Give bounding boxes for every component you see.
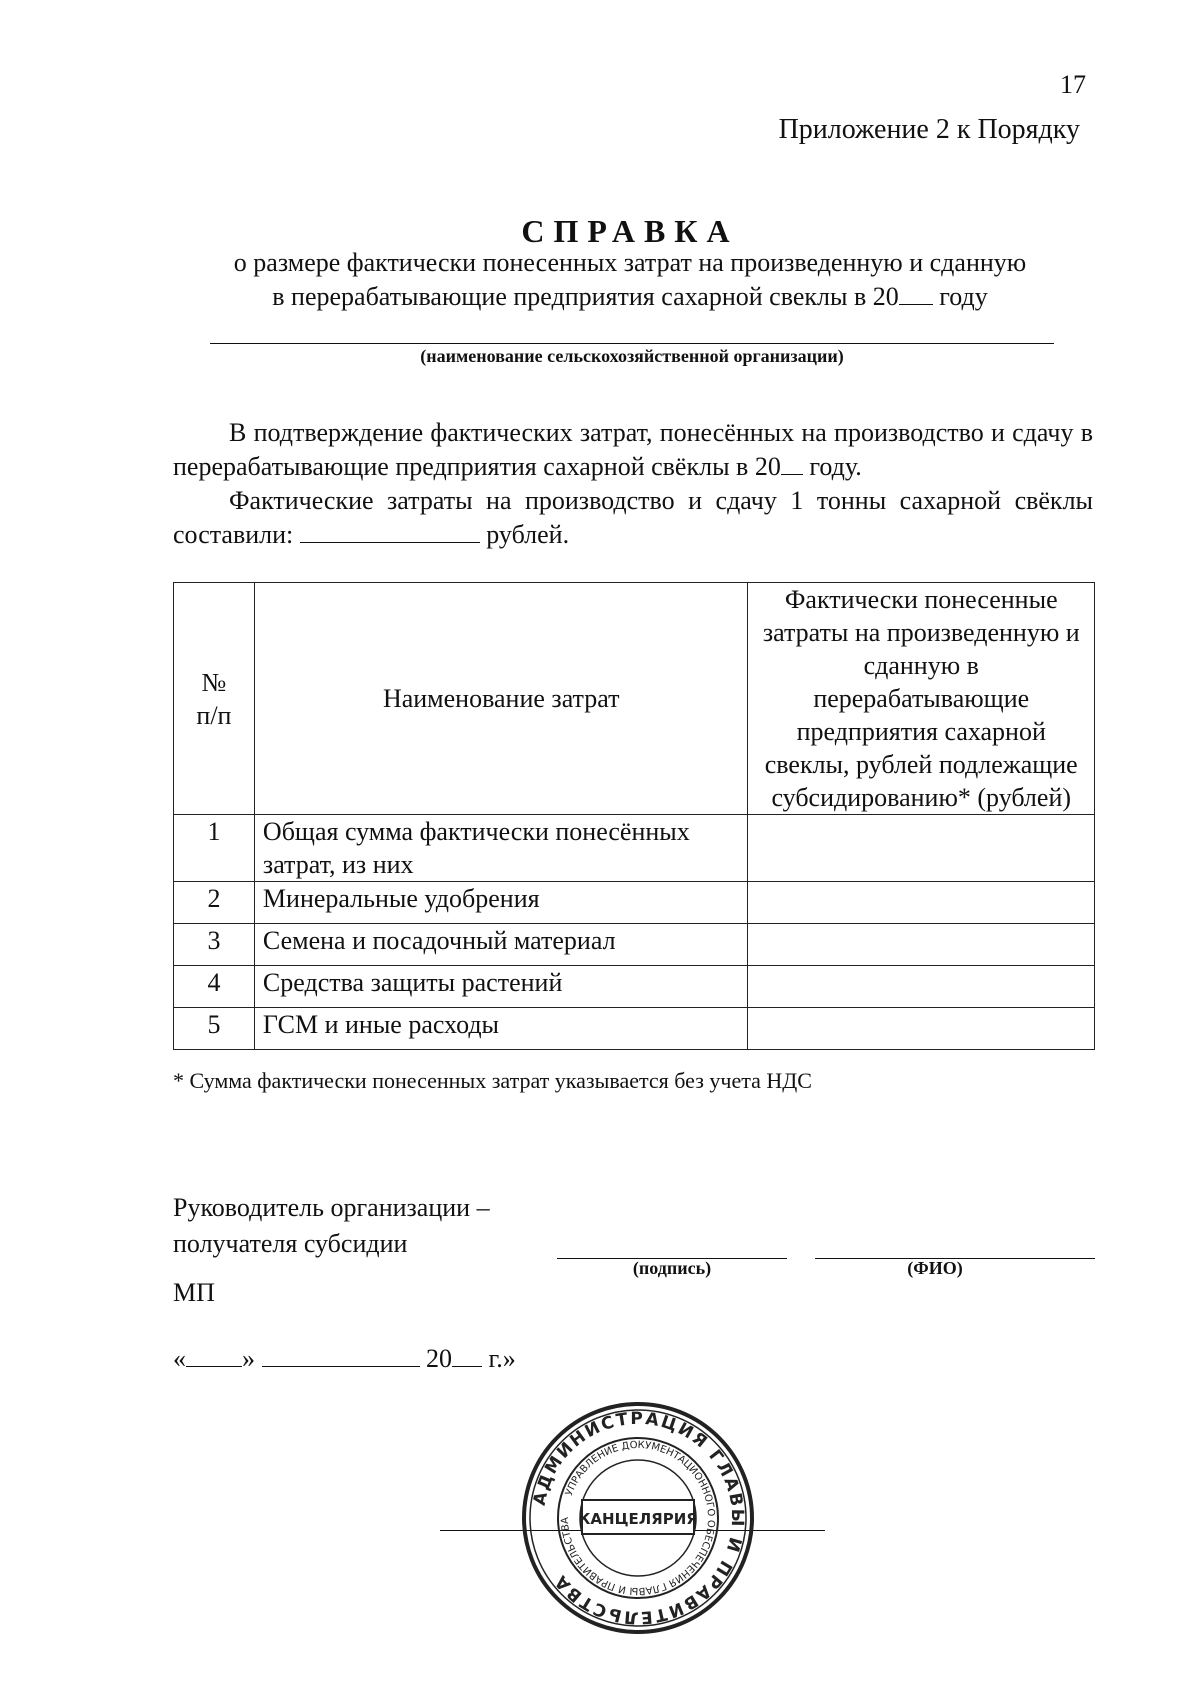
official-stamp [520,1400,756,1641]
row-name: Средства защиты растений [254,966,748,1008]
row-name: Семена и посадочный материал [254,924,748,966]
document-subtitle [170,246,1090,314]
page-number: 17 [1060,70,1086,99]
paragraph1-line1: В подтверждение фактических затрат, понесённых на производство и [229,418,1005,447]
date-open-quote: « [173,1344,186,1373]
row-sum-cell[interactable] [748,882,1095,924]
row-name: Общая сумма фактически понесённых затрат, из них [254,815,748,882]
year-suffix: г.» [488,1344,516,1373]
table-row [174,924,1095,966]
confirmation-paragraph [173,416,1093,484]
paragraph2-line2-end: рублей. [486,520,570,549]
row-num: 4 [174,966,255,1008]
subtitle-line-2 [170,280,1090,314]
subtitle-line-1: о размере фактически понесенных затрат на произведенную и сданную [233,248,1027,277]
subtitle-line-2-end: году [939,282,988,311]
document-title: СПРАВКА [521,213,739,249]
paragraph2-line2-start: свёклы составили: [173,486,1094,549]
date-line [173,1344,516,1374]
cost-per-ton-paragraph [173,484,1093,552]
date-year-blank[interactable] [452,1346,482,1367]
day-blank[interactable] [186,1346,242,1367]
row-num: 1 [174,815,255,882]
footnote: * Сумма фактически понесенных затрат указывается без учета НДС [173,1068,812,1093]
row-sum-cell[interactable] [748,966,1095,1008]
paragraph1-line2-end: году. [809,452,862,481]
seal-place-label: МП [173,1278,215,1307]
row-sum-cell[interactable] [748,1008,1095,1050]
row-name: ГСМ и иные расходы [254,1008,748,1050]
organization-name-line[interactable] [210,343,1054,344]
year-blank[interactable] [899,284,933,305]
header-sum: Фактически понесенные затраты на произведенную и сданную в перерабатывающие предприятия сахарной свеклы, рублей подлежащие субсидированию* (рублей) [748,583,1095,815]
organization-caption: (наименование сельскохозяйственной организации) [420,346,844,366]
date-close-quote: » [242,1344,255,1373]
table-row [174,966,1095,1008]
signer-block [173,1190,490,1262]
month-blank[interactable] [262,1346,420,1367]
stamp-outer-text: АДМИНИСТРАЦИЯ ГЛАВЫ И ПРАВИТЕЛЬСТВА [529,1408,748,1628]
full-name-caption: (ФИО) [907,1258,963,1278]
paragraph1-line2-start: сдачу в перерабатывающие предприятия сахарной свёклы в 20 [173,418,1094,481]
stamp-center-text: КАНЦЕЛЯРИЯ [578,1510,698,1528]
table-row [174,815,1095,882]
stamp-inner-text: УПРАВЛЕНИЕ ДОКУМЕНТАЦИОННОГО ОБЕСПЕЧЕНИЯ ГЛАВЫ И ПРАВИТЕЛЬСТВА [559,1439,717,1597]
row-sum-cell[interactable] [748,924,1095,966]
row-name: Минеральные удобрения [254,882,748,924]
table-row [174,1008,1095,1050]
cost-per-ton-blank[interactable] [300,522,480,543]
header-num: № п/п [174,583,255,815]
paragraph2-line1: Фактические затраты на производство и сдачу 1 тонны сахарной [229,486,1002,515]
row-num: 5 [174,1008,255,1050]
signer-line-1: Руководитель организации – [173,1193,490,1222]
signer-line-2: получателя субсидии [173,1229,408,1258]
signature-caption: (подпись) [632,1258,712,1278]
costs-table [173,582,1095,1050]
table-row [174,882,1095,924]
subtitle-line-2-start: в перерабатывающие предприятия сахарной свеклы в 20 [272,282,899,311]
appendix-label: Приложение 2 к Порядку [778,114,1080,145]
row-sum-cell[interactable] [748,815,1095,882]
header-name: Наименование затрат [254,583,748,815]
table-header-row [174,583,1095,815]
row-num: 2 [174,882,255,924]
year-prefix: 20 [426,1344,452,1373]
row-num: 3 [174,924,255,966]
year-blank-2[interactable] [781,454,803,475]
